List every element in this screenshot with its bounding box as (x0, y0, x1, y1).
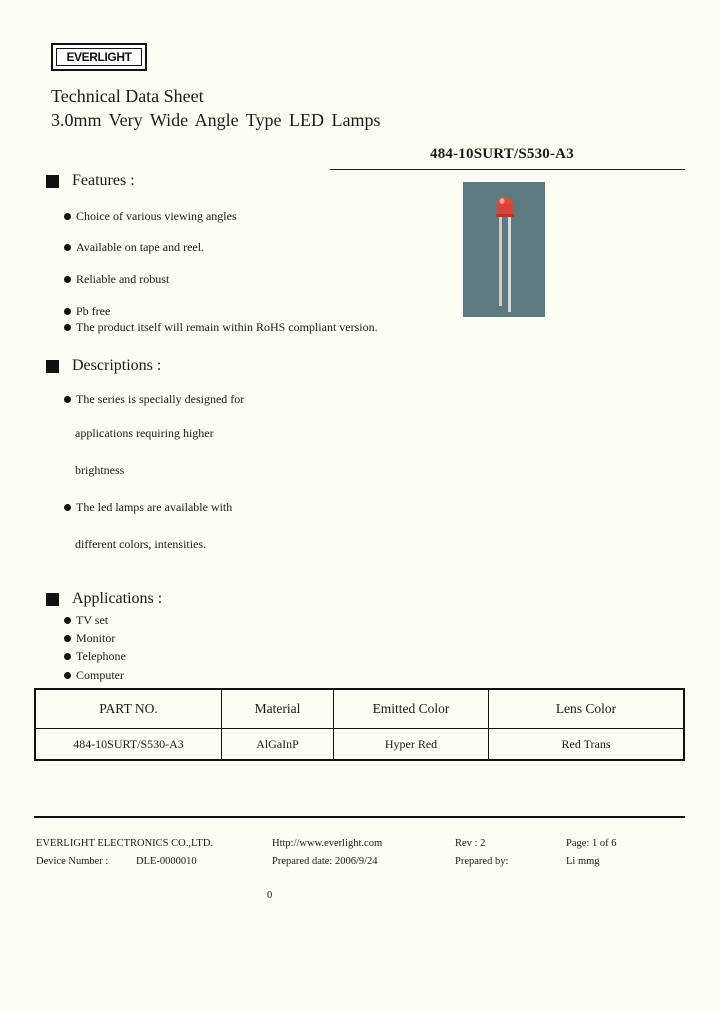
footer-page: Page: 1 of 6 (566, 838, 617, 849)
bullet-icon (64, 396, 71, 403)
descriptions-heading: Descriptions : (46, 357, 161, 375)
footer-company: EVERLIGHT ELECTRONICS CO.,LTD. (36, 838, 214, 849)
page-index: 0 (267, 890, 273, 901)
bullet-icon (64, 617, 71, 624)
list-item: Pb free (64, 304, 110, 319)
list-item: Computer (64, 668, 124, 683)
header-part-no: PART NO. (35, 689, 222, 729)
description-line: brightness (75, 463, 125, 477)
cell-lens-color: Red Trans (489, 729, 685, 761)
footer-device-number: DLE-0000010 (136, 856, 197, 867)
list-item: Monitor (64, 631, 115, 646)
led-photo (463, 182, 545, 317)
footer-prepared-date: Prepared date: 2006/9/24 (272, 856, 378, 867)
cell-part-no: 484-10SURT/S530-A3 (35, 729, 222, 761)
section-square-icon (46, 360, 59, 373)
list-item: The led lamps are available with (64, 500, 232, 515)
description-line: different colors, intensities. (75, 537, 207, 551)
doc-title: Technical Data Sheet (51, 86, 204, 106)
footer-prepared-by-label: Prepared by: (455, 856, 509, 867)
list-item: The series is specially designed for (64, 392, 244, 407)
logo-text: EVERLIGHT (56, 48, 142, 66)
part-number-underline (330, 169, 685, 170)
footer-prepared-by: Li mmg (566, 856, 600, 867)
bullet-icon (64, 653, 71, 660)
doc-subtitle: 3.0mm Very Wide Angle Type LED Lamps (51, 110, 381, 130)
footer-website: Http://www.everlight.com (272, 838, 383, 849)
table-row (35, 729, 684, 761)
footer-divider (34, 816, 685, 818)
section-square-icon (46, 175, 59, 188)
list-item: Reliable and robust (64, 272, 169, 287)
bullet-icon (64, 635, 71, 642)
footer-device-number-label: Device Number : (36, 856, 109, 867)
section-square-icon (46, 593, 59, 606)
led-lamp-icon (463, 182, 545, 317)
header-material: Material (222, 689, 334, 729)
footer-rev: Rev : 2 (455, 838, 486, 849)
part-table (34, 688, 685, 761)
bullet-icon (64, 504, 71, 511)
bullet-icon (64, 672, 71, 679)
list-item: TV set (64, 613, 108, 628)
bullet-icon (64, 244, 71, 251)
bullet-icon (64, 213, 71, 220)
applications-heading: Applications : (46, 590, 162, 608)
bullet-icon (64, 308, 71, 315)
list-item: Choice of various viewing angles (64, 209, 237, 224)
bullet-icon (64, 324, 71, 331)
table-header-row (35, 689, 684, 729)
bullet-icon (64, 276, 71, 283)
header-emitted-color: Emitted Color (334, 689, 489, 729)
description-line: applications requiring higher (75, 426, 214, 440)
features-heading: Features : (46, 172, 135, 190)
header-lens-color: Lens Color (489, 689, 685, 729)
part-number: 484-10SURT/S530-A3 (430, 146, 574, 162)
list-item: The product itself will remain within RoHS compliant version. (64, 320, 378, 335)
cell-material: AlGaInP (222, 729, 334, 761)
list-item: Available on tape and reel. (64, 240, 204, 255)
everlight-logo (51, 43, 147, 71)
cell-emitted-color: Hyper Red (334, 729, 489, 761)
list-item: Telephone (64, 649, 126, 664)
